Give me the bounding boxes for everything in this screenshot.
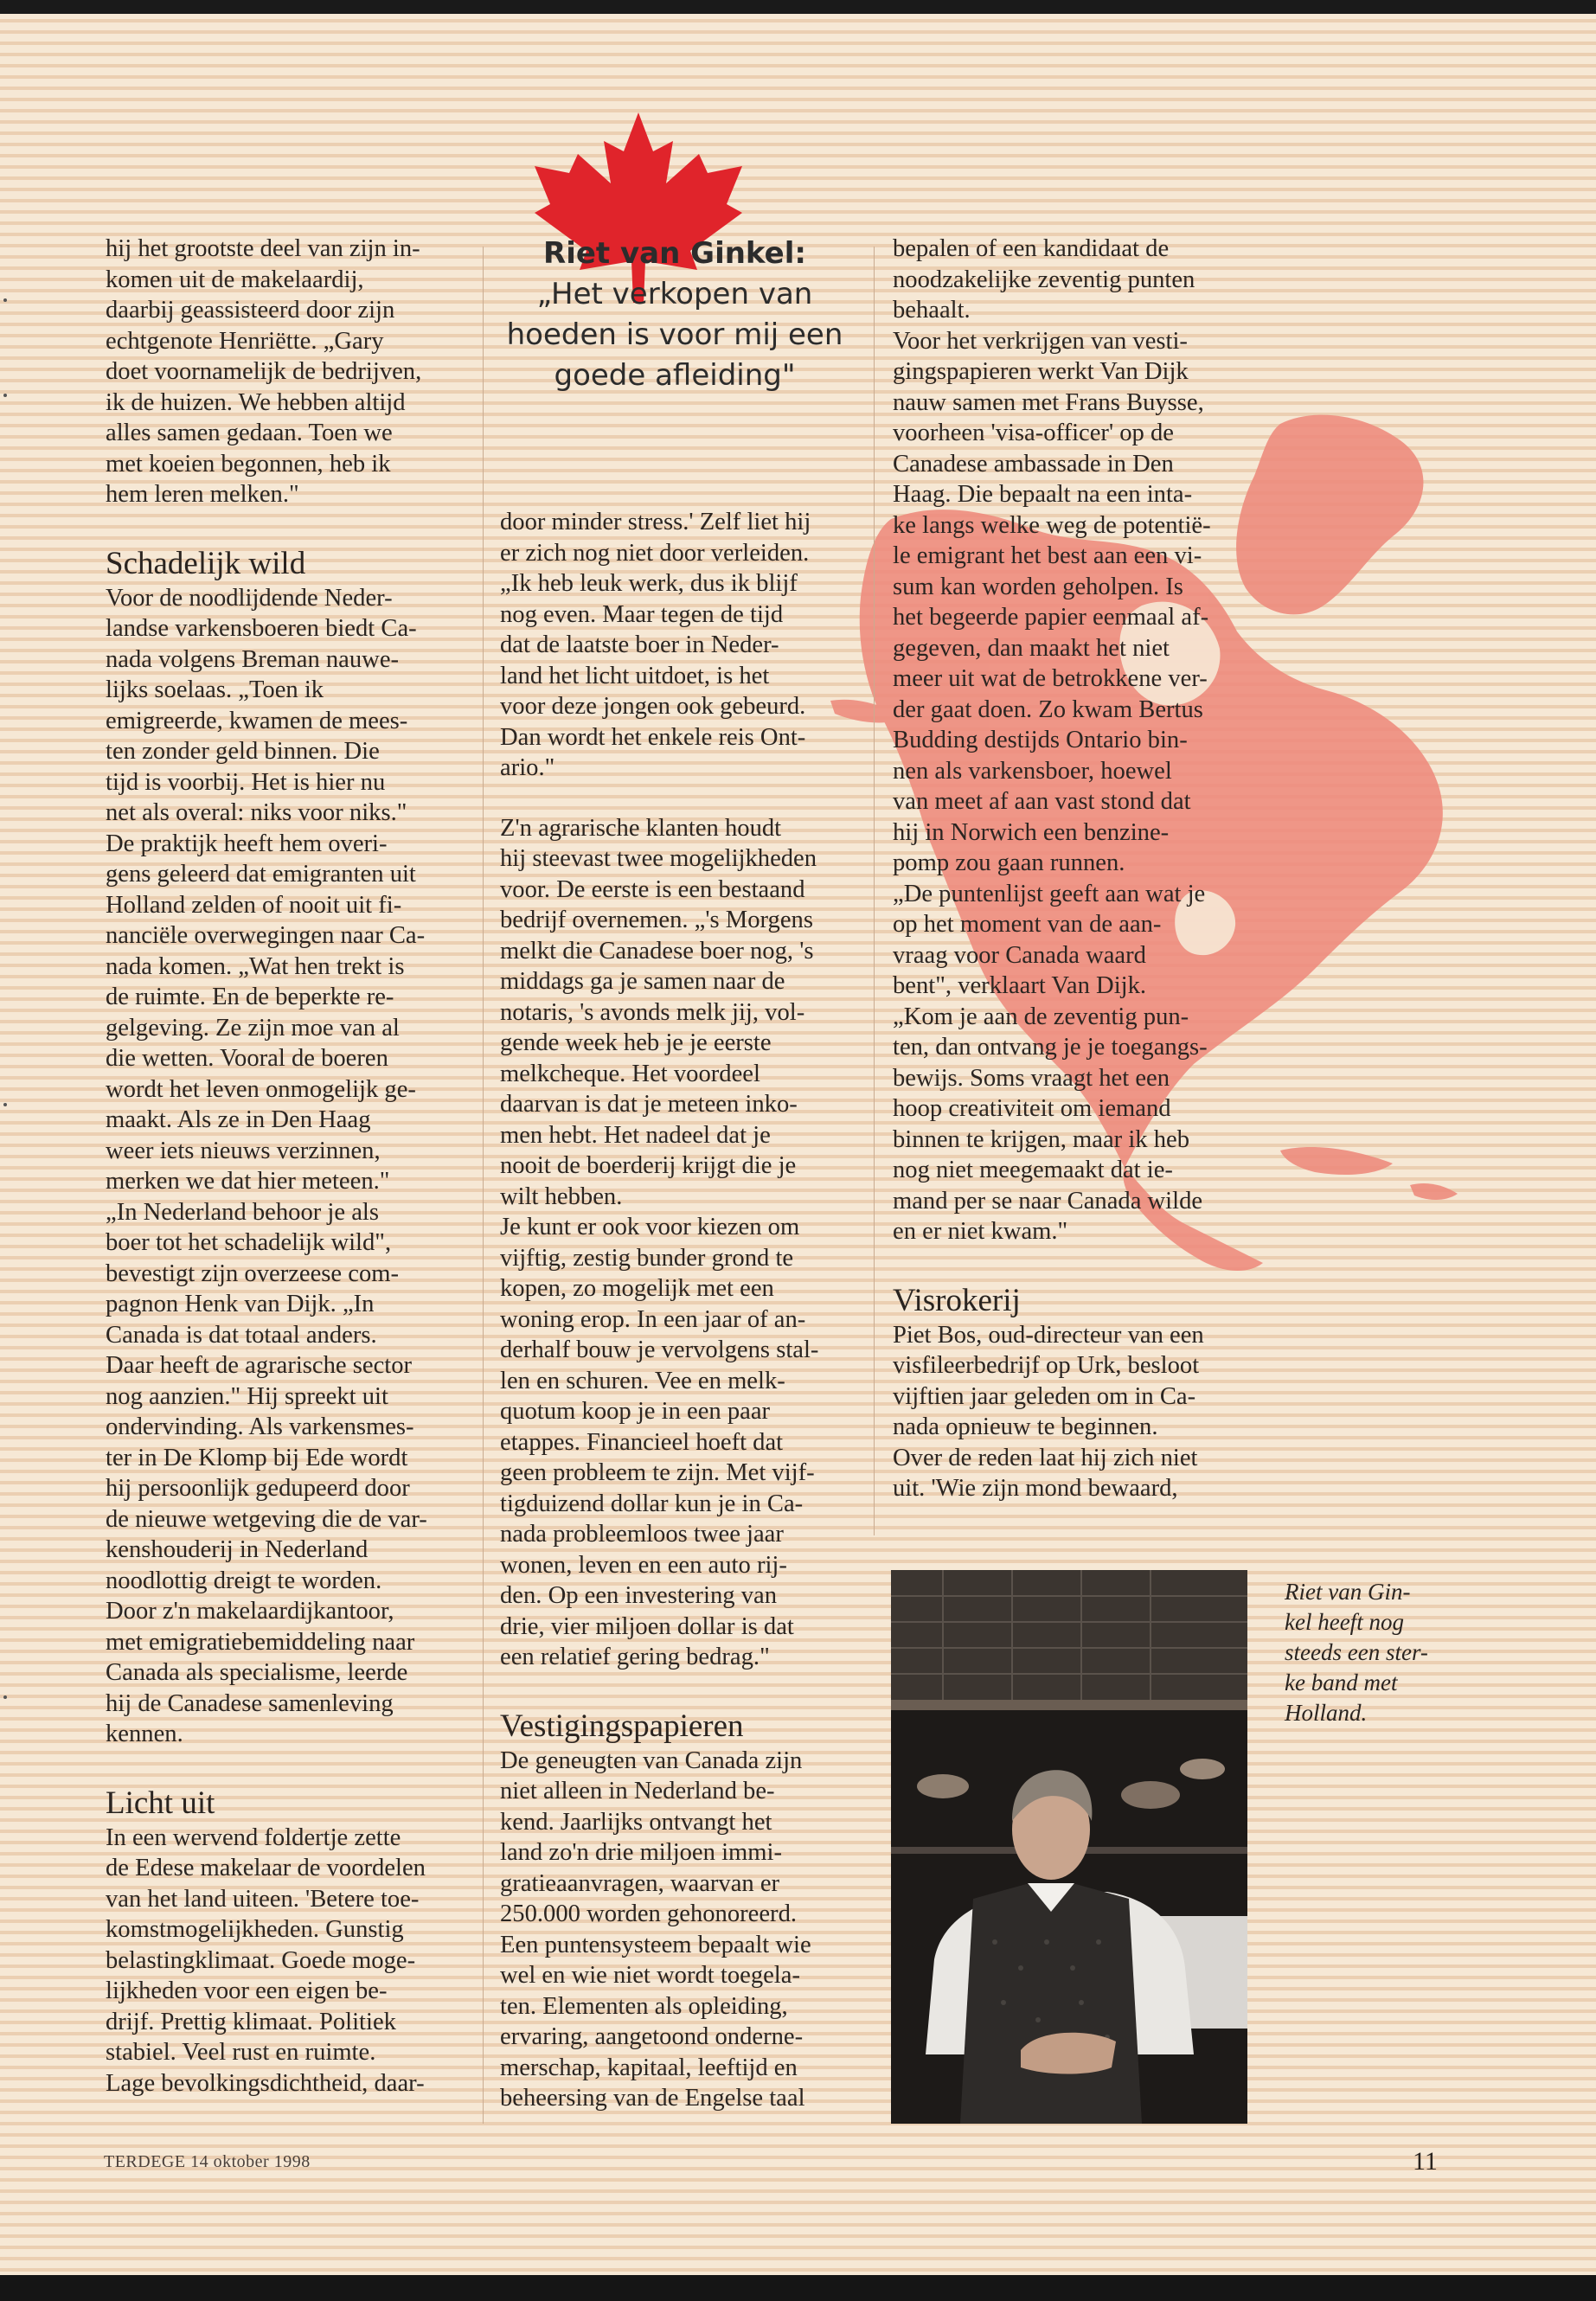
text-line: 250.000 worden gehonoreerd. [500, 1900, 798, 1927]
text-line: tijd is voorbij. Het is hier nu [106, 768, 386, 796]
text-line: lijkheden voor een eigen be- [106, 1977, 388, 2004]
text-line: wilt hebben. [500, 1183, 623, 1210]
section-heading-schadelijk-wild: Schadelijk wild [106, 545, 306, 581]
text-line: bent", verklaart Van Dijk. [893, 972, 1147, 999]
text-line: boer tot het schadelijk wild", [106, 1229, 392, 1256]
text-line: men hebt. Het nadeel dat je [500, 1121, 771, 1149]
text-line: merschap, kapitaal, leeftijd en [500, 2054, 798, 2081]
text-line: Holland zelden of nooit uit fi- [106, 891, 402, 919]
text-line: drie, vier miljoen dollar is dat [500, 1612, 794, 1640]
text-line: hij steevast twee mogelijkheden [500, 845, 817, 872]
text-line: pagnon Henk van Dijk. „In [106, 1291, 375, 1317]
page-number: 11 [1413, 2147, 1438, 2176]
text-line: Voor het verkrijgen van vesti- [893, 327, 1188, 355]
text-line: middags ga je samen naar de [500, 968, 785, 995]
text-line: ke langs welke weg de potentië- [893, 511, 1211, 539]
text-line: bepalen of een kandidaat de [893, 235, 1170, 262]
text-line: stabiel. Veel rust en ruimte. [106, 2039, 376, 2066]
text-line: maakt. Als ze in Den Haag [106, 1106, 371, 1133]
text-line: landse varkensboeren biedt Ca- [106, 615, 417, 642]
text-line: op het moment van de aan- [893, 911, 1162, 938]
bottom-rule [0, 2275, 1596, 2301]
column-1-section-1 [106, 583, 469, 1750]
text-line: komstmogelijkheden. Gunstig [106, 1916, 404, 1943]
text-line: gingspapieren werkt Van Dijk [893, 358, 1189, 385]
text-line: Canada als specialisme, leerde [106, 1659, 408, 1686]
text-line: „Ik heb leuk werk, dus ik blijf [500, 570, 798, 597]
headline-quote-line: „Het verkopen van [536, 277, 813, 311]
text-line: le emigrant het best aan een vi- [893, 542, 1202, 569]
text-line: nada volgens Breman nauwe- [106, 645, 400, 673]
text-line: pomp zou gaan runnen. [893, 849, 1125, 876]
text-line: lijks soelaas. „Toen ik [106, 676, 324, 703]
text-line: Budding destijds Ontario bin- [893, 727, 1188, 753]
text-line: sum kan worden geholpen. Is [893, 573, 1183, 600]
column-1 [106, 234, 469, 2099]
column-2-section [500, 1746, 855, 2114]
text-line: merken we dat hier meteen." [106, 1168, 390, 1195]
text-line: De geneugten van Canada zijn [500, 1747, 803, 1774]
text-line: Over de reden laat hij zich niet [893, 1444, 1198, 1471]
caption-line: ke band met [1285, 1670, 1398, 1695]
text-line: Canadese ambassade in Den [893, 450, 1174, 478]
text-line: bedrijf overnemen. „'s Morgens [500, 907, 813, 933]
text-line: Een puntensysteem bepaalt wie [500, 1931, 811, 1958]
text-line: binnen te krijgen, maar ik heb [893, 1125, 1190, 1153]
top-rule [0, 0, 1596, 14]
text-line: land zo'n drie miljoen immi- [500, 1839, 782, 1866]
text-line: uit. 'Wie zijn mond bewaard, [893, 1475, 1178, 1502]
text-line: ten, dan ontvang je je toegangs- [893, 1034, 1208, 1061]
text-line: noodlottig dreigt te worden. [106, 1567, 382, 1594]
text-line: nog aanzien." Hij spreekt uit [106, 1382, 388, 1410]
text-line: quotum koop je in een paar [500, 1398, 771, 1425]
text-line: gelgeving. Ze zijn moe van al [106, 1014, 400, 1042]
text-line: emigreerde, kwamen de mees- [106, 707, 408, 734]
text-line: ik de huizen. We hebben altijd [106, 388, 406, 416]
text-line: vijftig, zestig bunder grond te [500, 1244, 794, 1272]
text-line: beheersing van de Engelse taal [500, 2085, 805, 2112]
text-line: Door z'n makelaardijkantoor, [106, 1598, 394, 1625]
column-2 [500, 507, 855, 2114]
text-line: woning erop. In een jaar of an- [500, 1305, 806, 1333]
text-line: In een wervend foldertje zette [106, 1823, 401, 1851]
text-line: vraag voor Canada waard [893, 941, 1146, 969]
text-line: mand per se naar Canada wilde [893, 1187, 1203, 1215]
caption-line: Riet van Gin- [1285, 1579, 1411, 1605]
photo-caption [1285, 1577, 1466, 1728]
text-line: en er niet kwam." [893, 1218, 1068, 1245]
scan-mark [3, 394, 7, 397]
text-line: Je kunt er ook voor kiezen om [500, 1214, 800, 1240]
text-line: wel en wie niet wordt toegela- [500, 1962, 800, 1989]
text-line: kenshouderij in Nederland [106, 1536, 369, 1563]
text-line: ten. Elementen als opleiding, [500, 1992, 788, 2020]
text-line: er zich nog niet door verleiden. [500, 539, 810, 567]
text-line: Dan wordt het enkele reis Ont- [500, 723, 806, 751]
text-line: nog even. Maar tegen de tijd [500, 600, 784, 628]
text-line: Lage bevolkingsdichtheid, daar- [106, 2069, 425, 2097]
text-line: nauw samen met Frans Buysse, [893, 388, 1204, 416]
text-line: etappes. Financieel hoeft dat [500, 1428, 784, 1456]
text-line: de Edese makelaar de voordelen [106, 1855, 426, 1881]
text-line: van het land uiteen. 'Betere toe- [106, 1885, 420, 1913]
caption-line: kel heeft nog [1285, 1609, 1404, 1635]
text-line: meer uit wat de betrokkene ver- [893, 665, 1208, 692]
text-line: melkcheque. Het voordeel [500, 1060, 760, 1087]
text-line: Canada is dat totaal anders. [106, 1321, 377, 1349]
text-line: bevestigt zijn overzeese com- [106, 1259, 400, 1287]
text-line: weer iets nieuws verzinnen, [106, 1137, 381, 1164]
text-line: belastingklimaat. Goede moge- [106, 1946, 416, 1974]
text-line: hij het grootste deel van zijn in- [106, 235, 420, 262]
text-line: daarvan is dat je meteen inko- [500, 1091, 798, 1118]
text-line: noodzakelijke zeventig punten [893, 266, 1195, 293]
caption-line: steeds een ster- [1285, 1639, 1428, 1665]
text-line: derhalf bouw je vervolgens stal- [500, 1336, 819, 1363]
text-line: nada komen. „Wat hen trekt is [106, 952, 405, 980]
text-line: gende week heb je je eerste [500, 1029, 772, 1056]
text-line: ter in De Klomp bij Ede wordt [106, 1444, 408, 1471]
text-line: der gaat doen. Zo kwam Bertus [893, 695, 1203, 723]
column-3-section [893, 1320, 1256, 1504]
text-line: kopen, zo mogelijk met een [500, 1275, 774, 1302]
text-line: niet alleen in Nederland be- [500, 1778, 775, 1804]
text-line: hij persoonlijk gedupeerd door [106, 1475, 410, 1502]
text-line: voor. De eerste is een bestaand [500, 875, 805, 903]
text-line: voorheen 'visa-officer' op de [893, 420, 1174, 446]
text-line: hij in Norwich een benzine- [893, 818, 1170, 846]
headline-name: Riet van Ginkel: [543, 236, 806, 271]
text-line: net als overal: niks voor niks." [106, 799, 407, 826]
section-heading-vestigingspapieren: Vestigingspapieren [500, 1708, 744, 1744]
text-line: nada probleemloos twee jaar [500, 1521, 784, 1548]
text-line: ervaring, aangetoond onderne- [500, 2023, 804, 2050]
text-line: Voor de noodlijdende Neder- [106, 584, 393, 612]
text-line: het begeerde papier eenmaal af- [893, 604, 1209, 631]
column-divider [483, 247, 484, 2124]
text-line: geen probleem te zijn. Met vijf- [500, 1459, 815, 1486]
text-line: land het licht uitdoet, is het [500, 662, 770, 689]
text-line: doet voornamelijk de bedrijven, [106, 358, 422, 385]
text-line: met emigratiebemiddeling naar [106, 1628, 415, 1656]
photo-riet-van-ginkel [891, 1570, 1247, 2124]
text-line: ondervinding. Als varkensmes- [106, 1413, 414, 1440]
text-line: tigduizend dollar kun je in Ca- [500, 1490, 804, 1517]
caption-line: Holland. [1285, 1700, 1368, 1726]
text-line: gens geleerd dat emigranten uit [106, 861, 416, 888]
text-line: wordt het leven onmogelijk ge- [106, 1075, 416, 1103]
text-line: die wetten. Vooral de boeren [106, 1045, 388, 1072]
text-line: bewijs. Soms vraagt het een [893, 1064, 1170, 1092]
text-line: een relatief gering bedrag." [500, 1644, 770, 1670]
footer-publication: TERDEGE 14 oktober 1998 [104, 2152, 311, 2171]
text-line: drijf. Prettig klimaat. Politiek [106, 2008, 396, 2035]
text-line: van meet af aan vast stond dat [893, 788, 1191, 815]
text-line: visfileerbedrijf op Urk, besloot [893, 1352, 1200, 1379]
text-line: Z'n agrarische klanten houdt [500, 814, 782, 842]
text-line: ario." [500, 754, 555, 781]
headline-quote-line: hoeden is voor mij een [506, 317, 843, 352]
column-3 [893, 234, 1256, 1504]
text-line: daarbij geassisteerd door zijn [106, 297, 395, 324]
text-line: „Kom je aan de zeventig pun- [893, 1003, 1189, 1030]
section-heading-licht-uit: Licht uit [106, 1785, 215, 1821]
text-line: Daar heeft de agrarische sector [106, 1352, 413, 1379]
text-line: notaris, 's avonds melk jij, vol- [500, 998, 805, 1026]
text-line: „De puntenlijst geeft aan wat je [893, 880, 1206, 907]
text-line: behaalt. [893, 297, 971, 324]
scan-mark [3, 1695, 7, 1699]
text-line: den. Op een investering van [500, 1582, 777, 1609]
text-line: de ruimte. En de beperkte re- [106, 984, 394, 1010]
text-line: nada opnieuw te beginnen. [893, 1413, 1158, 1440]
text-line: hem leren melken." [106, 481, 299, 508]
text-line: len en schuren. Vee en melk- [500, 1367, 785, 1394]
headline [484, 234, 865, 396]
photo-illustration [891, 1570, 1247, 2124]
text-line: nog niet meegemaakt dat ie- [893, 1157, 1173, 1183]
text-line: vijftien jaar geleden om in Ca- [893, 1382, 1196, 1410]
section-heading-visrokerij: Visrokerij [893, 1282, 1021, 1318]
scan-mark [3, 298, 7, 302]
column-1-intro [106, 234, 469, 510]
column-divider [874, 247, 875, 1535]
text-line: met koeien begonnen, heb ik [106, 450, 391, 478]
text-line: gegeven, dan maakt het niet [893, 634, 1170, 662]
text-line: wonen, leven en een auto rij- [500, 1551, 787, 1579]
text-line: Piet Bos, oud-directeur van een [893, 1321, 1204, 1349]
column-1-section-2 [106, 1823, 469, 2099]
text-line: kend. Jaarlijks ontvangt het [500, 1808, 772, 1836]
headline-quote-line: goede afleiding" [554, 358, 796, 393]
text-line: hij de Canadese samenleving [106, 1689, 394, 1717]
text-line: nanciële overwegingen naar Ca- [106, 922, 426, 949]
text-line: dat de laatste boer in Neder- [500, 631, 779, 658]
column-2-paragraph-2 [500, 813, 855, 1673]
text-line: echtgenote Henriëtte. „Gary [106, 327, 384, 355]
text-line: door minder stress.' Zelf liet hij [500, 509, 811, 535]
text-line: Haag. Die bepaalt na een inta- [893, 481, 1193, 508]
text-line: hoop creativiteit om iemand [893, 1095, 1171, 1122]
text-line: kennen. [106, 1721, 183, 1747]
text-line: ten zonder geld binnen. Die [106, 738, 380, 765]
column-3-paragraph-1 [893, 234, 1256, 1247]
text-line: melkt die Canadese boer nog, 's [500, 937, 814, 965]
text-line: nen als varkensboer, hoewel [893, 757, 1172, 785]
text-line: alles samen gedaan. Toen we [106, 420, 393, 446]
text-line: nooit de boerderij krijgt die je [500, 1152, 797, 1179]
text-line: de nieuwe wetgeving die de var- [106, 1505, 427, 1533]
column-2-paragraph-1 [500, 507, 855, 784]
text-line: De praktijk heeft hem overi- [106, 830, 388, 857]
text-line: komen uit de makelaardij, [106, 266, 364, 293]
text-line: gratieaanvragen, waarvan er [500, 1869, 780, 1897]
text-line: voor deze jongen ook gebeurd. [500, 693, 806, 720]
text-line: „In Nederland behoor je als [106, 1198, 379, 1226]
scan-mark [3, 1103, 7, 1106]
